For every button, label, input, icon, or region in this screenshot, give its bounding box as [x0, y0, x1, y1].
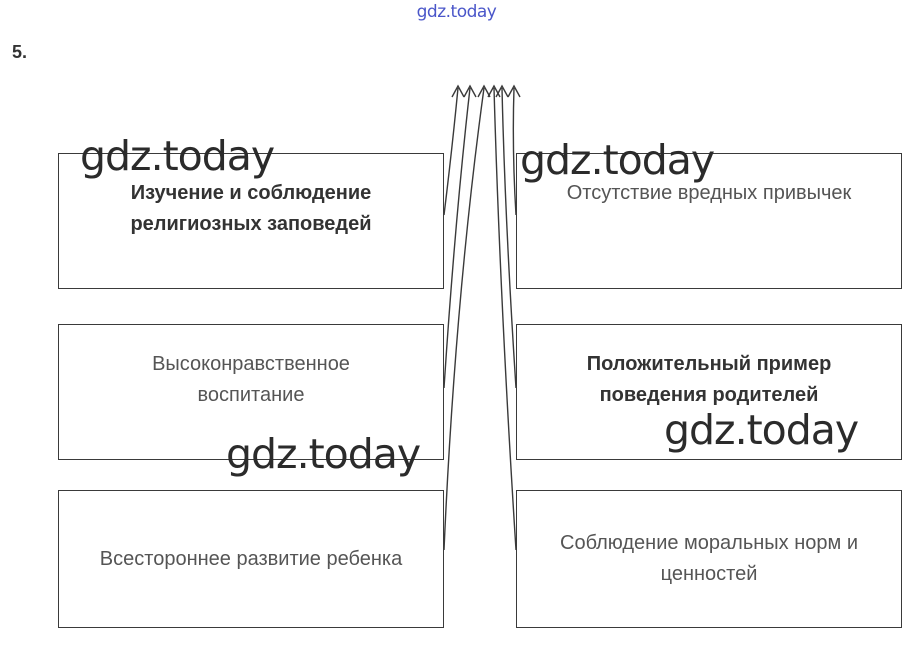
box-right-3 — [516, 490, 902, 628]
box-right-3-text: Соблюдение моральных норм и ценностей — [560, 532, 858, 585]
connector-right-3 — [494, 88, 516, 550]
watermark-1: gdz.today — [80, 132, 275, 180]
site-name: gdz.today — [416, 2, 497, 22]
box-right-2-text: Положительный пример поведения родителей — [586, 353, 832, 406]
box-left-3-text: Всестороннее развитие ребенка — [99, 547, 403, 570]
connector-left-1 — [444, 88, 458, 215]
task-number: 5. — [12, 42, 28, 62]
watermark-4: gdz.today — [664, 406, 859, 454]
box-right-1-text: Отсутствие вредных привычек — [566, 182, 852, 204]
watermark-2: gdz.today — [520, 136, 715, 184]
connector-left-3 — [444, 88, 484, 550]
box-left-3 — [58, 490, 444, 628]
watermark-3: gdz.today — [226, 430, 421, 478]
box-left-1-text: Изучение и соблюдение религиозных заповедей — [130, 182, 372, 235]
box-left-2-text: Высоконравственное воспитание — [152, 353, 350, 406]
